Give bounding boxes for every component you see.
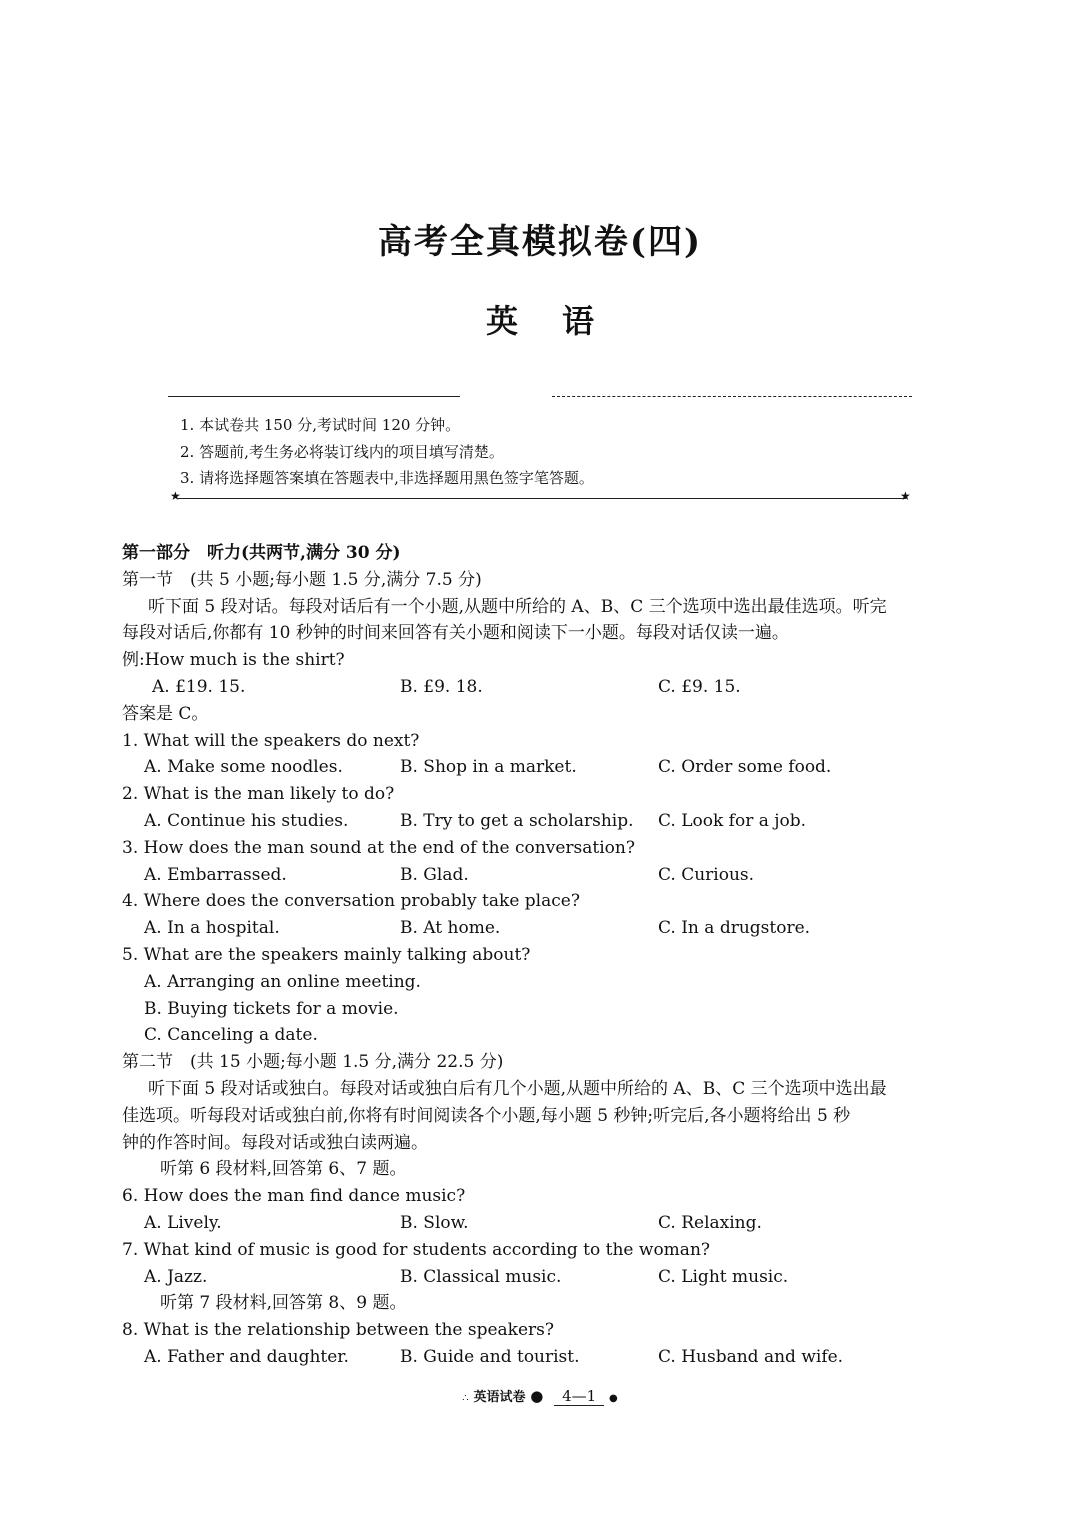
note-item: 2. 答题前,考生务必将装订线内的项目填写清楚。	[180, 442, 504, 461]
options-2	[122, 808, 962, 835]
question-6: 6. How does the man find dance music?	[122, 1186, 466, 1207]
example-options	[122, 674, 962, 701]
option-c: C. Canceling a date.	[144, 1025, 318, 1046]
option-a: A. Continue his studies.	[144, 810, 349, 831]
option-c: C. £9. 15.	[658, 676, 741, 697]
decoration-dots-icon: ∴	[462, 1393, 469, 1404]
option-c: C. Light music.	[658, 1266, 789, 1287]
instruction-line: 听下面 5 段对话或独白。每段对话或独白后有几个小题,从题中所给的 A、B、C 三个选项中选出最	[148, 1078, 887, 1099]
option-c: C. Husband and wife.	[658, 1346, 844, 1367]
page-number: 4—1	[554, 1387, 604, 1406]
ribbon-icon: ●	[530, 1387, 544, 1405]
question-1: 1. What will the speakers do next?	[122, 730, 420, 751]
subject-title: 英语	[485, 302, 638, 340]
question-4: 4. Where does the conversation probably take place?	[122, 891, 580, 912]
options-7	[122, 1264, 962, 1291]
question-7: 7. What kind of music is good for students according to the woman?	[122, 1239, 711, 1260]
question-3: 3. How does the man sound at the end of the conversation?	[122, 837, 635, 858]
page-footer	[0, 1386, 1080, 1406]
option-b: B. At home.	[400, 918, 501, 939]
option-c: C. Relaxing.	[658, 1212, 762, 1233]
option-a: A. In a hospital.	[144, 918, 280, 939]
listening-section	[122, 540, 962, 1371]
option-a: A. Arranging an online meeting.	[144, 971, 421, 992]
option-b: B. Buying tickets for a movie.	[144, 998, 399, 1019]
instruction-line: 佳选项。听每段对话或独白前,你将有时间阅读各个小题,每小题 5 秒钟;听完后,各小题将给出 5 秒	[122, 1105, 851, 1126]
divider-bottom	[178, 498, 906, 499]
option-c: C. In a drugstore.	[658, 918, 811, 939]
star-icon: ★	[170, 489, 181, 503]
options-4	[122, 915, 962, 942]
option-a: A. Embarrassed.	[144, 864, 287, 885]
divider-top-right	[552, 396, 912, 397]
instruction-line: 听下面 5 段对话。每段对话后有一个小题,从题中所给的 A、B、C 三个选项中选出最佳选项。听完	[148, 596, 887, 617]
example-question: 例:How much is the shirt?	[122, 650, 345, 671]
note-item: 3. 请将选择题答案填在答题表中,非选择题用黑色签字笔答题。	[180, 469, 594, 487]
dot-icon: ●	[608, 1393, 618, 1404]
option-b: B. Glad.	[400, 864, 469, 885]
question-5: 5. What are the speakers mainly talking about?	[122, 944, 531, 965]
question-2: 2. What is the man likely to do?	[122, 784, 395, 805]
option-a: A. £19. 15.	[152, 676, 246, 697]
option-c: C. Curious.	[658, 864, 755, 885]
option-a: A. Father and daughter.	[144, 1346, 349, 1367]
example-answer: 答案是 C。	[122, 703, 209, 724]
exam-notes	[180, 412, 594, 492]
option-a: A. Lively.	[144, 1212, 222, 1233]
option-b: B. Classical music.	[400, 1266, 562, 1287]
options-8	[122, 1344, 962, 1371]
option-c: C. Look for a job.	[658, 810, 807, 831]
option-b: B. £9. 18.	[400, 676, 483, 697]
footer-label: 英语试卷	[473, 1390, 526, 1405]
section-heading: 第一节 (共 5 小题;每小题 1.5 分,满分 7.5 分)	[122, 569, 482, 590]
divider-top-left	[168, 396, 460, 397]
option-b: B. Try to get a scholarship.	[400, 810, 634, 831]
part-heading: 第一部分 听力(共两节,满分 30 分)	[122, 543, 401, 563]
material-note: 听第 7 段材料,回答第 8、9 题。	[160, 1293, 407, 1314]
options-6	[122, 1210, 962, 1237]
question-8: 8. What is the relationship between the speakers?	[122, 1320, 555, 1341]
option-b: B. Guide and tourist.	[400, 1346, 580, 1367]
material-note: 听第 6 段材料,回答第 6、7 题。	[160, 1159, 407, 1180]
section-heading: 第二节 (共 15 小题;每小题 1.5 分,满分 22.5 分)	[122, 1052, 504, 1073]
instruction-line: 钟的作答时间。每段对话或独白读两遍。	[122, 1132, 428, 1153]
option-b: B. Slow.	[400, 1212, 469, 1233]
options-1	[122, 754, 962, 781]
option-a: A. Jazz.	[144, 1266, 208, 1287]
note-item: 1. 本试卷共 150 分,考试时间 120 分钟。	[180, 416, 461, 434]
page-title: 高考全真模拟卷(四)	[377, 222, 703, 262]
option-a: A. Make some noodles.	[144, 757, 343, 778]
options-3	[122, 862, 962, 889]
instruction-line: 每段对话后,你都有 10 秒钟的时间来回答有关小题和阅读下一小题。每段对话仅读一遍。	[122, 623, 789, 644]
option-b: B. Shop in a market.	[400, 757, 577, 778]
star-icon: ★	[900, 489, 911, 503]
option-c: C. Order some food.	[658, 757, 832, 778]
